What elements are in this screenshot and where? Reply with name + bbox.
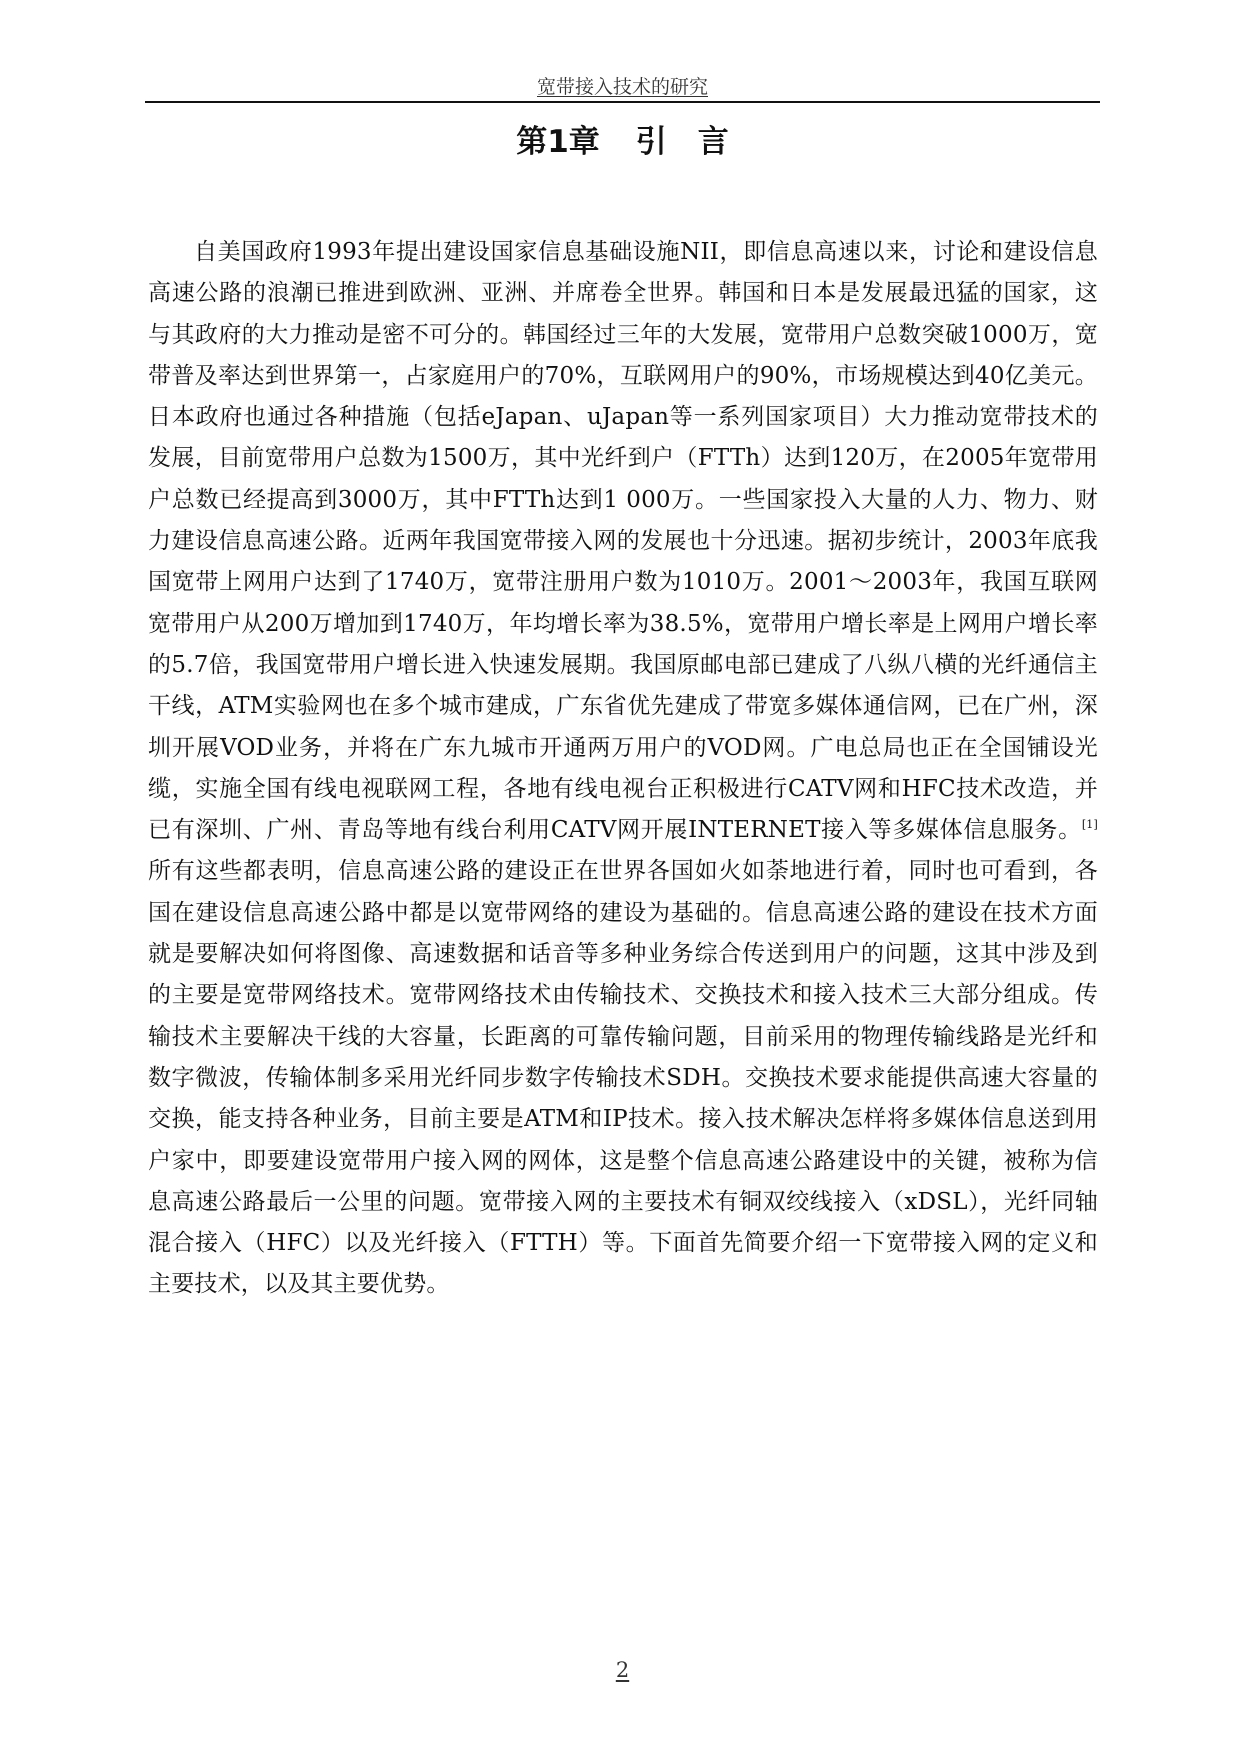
paragraph-text-part-2: 所有这些都表明，信息高速公路的建设正在世界各国如火如荼地进行着，同时也可看到，各国在建设信息高速公路中都是以宽带网络的建设为基础的。信息高速公路的建设在技术方面就是要解决如何将图像、高速数据和话音等多种业务综合传送到用户的问题，这其中涉及到的主要是宽带网络技术。宽带网络技术由传输技术、交换技术和接入技术三大部分组成。传输技术主要解决干线的大容量，长距离的可靠传输问题，目前采用的物理传输线路是光纤和数字微波，传输体制多采用光纤同步数字传输技术SDH。交换技术要求能提供高速大容量的交换，能支持各种业务，目前主要是ATM和IP技术。接入技术解决怎样将多媒体信息送到用户家中，即要建设宽带用户接入网的网体，这是整个信息高速公路建设中的关键，被称为信息高速公路最后一公里的问题。宽带接入网的主要技术有铜双绞线接入（xDSL），光纤同轴混合接入（HFC）以及光纤接入（FTTH）等。下面首先简要介绍一下宽带接入网的定义和主要技术，以及其主要优势。 xyxy=(148,858,1098,1298)
page-number: 2 xyxy=(615,1658,630,1682)
header-rule xyxy=(145,101,1100,103)
chapter-number: 第1章 xyxy=(516,124,600,160)
chapter-heading xyxy=(145,118,1100,166)
paragraph-text-part-1: 自美国政府1993年提出建设国家信息基础设施NII，即信息高速以来，讨论和建设信息高速公路的浪潮已推进到欧洲、亚洲、并席卷全世界。韩国和日本是发展最迅猛的国家，这与其政府的大力推动是密不可分的。韩国经过三年的大发展，宽带用户总数突破1000万，宽带普及率达到世界第一，占家庭用户的70%，互联网用户的90%，市场规模达到40亿美元。日本政府也通过各种措施（包括eJapan、uJapan等一系列国家项目）大力推动宽带技术的发展，目前宽带用户总数为1500万，其中光纤到户（FTTh）达到120万，在2005年宽带用户总数已经提高到3000万，其中FTTh达到1 000万。一些国家投入大量的人力、物力、财力建设信息高速公路。近两年我国宽带接入网的发展也十分迅速。据初步统计，2003年底我国宽带上网用户达到了1740万，宽带注册用户数为1010万。2001～2003年，我国互联网宽带用户从200万增加到1740万，年均增长率为38.5%，宽带用户增长率是上网用户增长率的5.7倍，我国宽带用户增长进入快速发展期。我国原邮电部已建成了八纵八横的光纤通信主干线，ATM实验网也在多个城市建成，广东省优先建成了带宽多媒体通信网，已在广州，深圳开展VOD业务，并将在广东九城市开通两万用户的VOD网。广电总局也正在全国铺设光缆，实施全国有线电视联网工程，各地有线电视台正积极进行CATV网和HFC技术改造，并已有深圳、广州、青岛等地有线台利用CATV网开展INTERNET接入等多媒体信息服务。 xyxy=(148,239,1098,844)
page-footer xyxy=(145,1656,1100,1684)
running-header xyxy=(145,72,1100,102)
citation-marker: [1] xyxy=(1081,818,1098,832)
chapter-title: 引 言 xyxy=(635,124,729,160)
running-title: 宽带接入技术的研究 xyxy=(536,76,708,98)
intro-paragraph xyxy=(148,232,1098,1306)
